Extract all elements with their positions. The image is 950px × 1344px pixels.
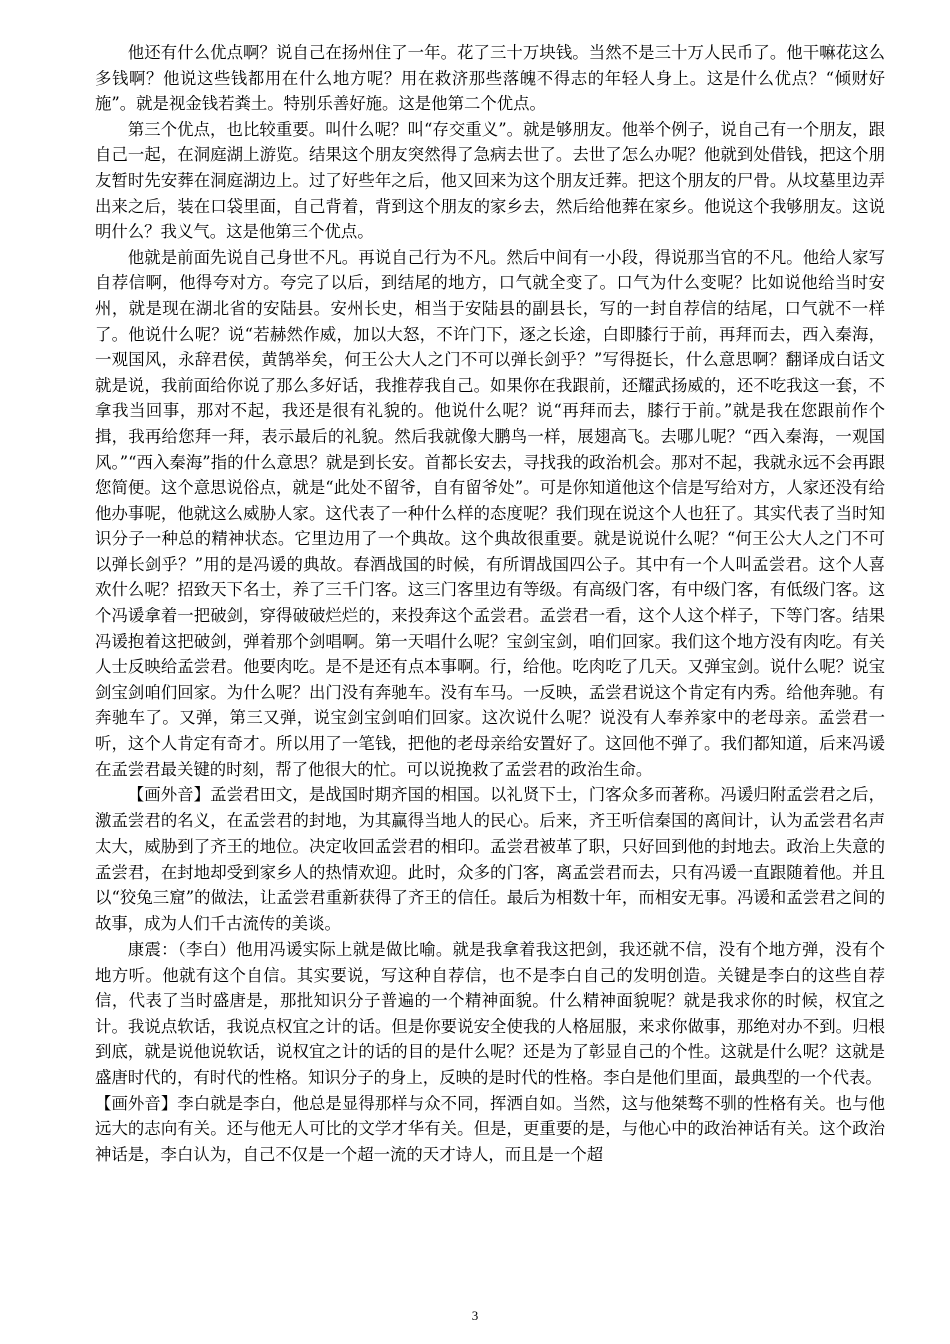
paragraph-1: 他还有什么优点啊？说自己在扬州住了一年。花了三十万块钱。当然不是三十万人民币了。他干嘛花这么多钱啊？他说这些钱都用在什么地方呢？用在救济那些落魄不得志的年轻人身上。这是什么优点？“倾财好施”。就是视金钱若粪土。特别乐善好施。这是他第二个优点。	[95, 43, 885, 114]
paragraph-2: 第三个优点，也比较重要。叫什么呢？叫“存交重义”。就是够朋友。他举个例子，说自己有一个朋友，跟自己一起，在洞庭湖上游览。结果这个朋友突然得了急病去世了。去世了怎么办呢？他就到处借钱，把这个朋友暂时先安葬在洞庭湖边上。过了好些年之后，他又回来为这个朋友迁葬。把这个朋友的尸骨。从坟墓里边弄出来之后，装在口袋里面，自己背着，背到这个朋友的家乡去，然后给他葬在家乡。他说这个我够朋友。这说明什么？我义气。这是他第三个优点。	[95, 119, 885, 242]
page-number: 3	[471, 1308, 479, 1323]
narration-paragraph-1: 【画外音】孟尝君田文，是战国时期齐国的相国。以礼贤下士，门客众多而著称。冯谖归附孟尝君之后，激孟尝君的名义，在孟尝君的封地，为其赢得当地人的民心。后来，齐王听信秦国的离间计，认为孟尝君名声太大，威胁到了齐王的地位。决定收回孟尝君的相印。孟尝君被革了职，只好回到他的封地去。政治上失意的孟尝君，在封地却受到家乡人的热情欢迎。此时，众多的门客，离孟尝君而去，只有冯谖一直跟随着他。并且以“狡兔三窟”的做法，让孟尝君重新获得了齐王的信任。最后为相数十年，而相安无事。冯谖和孟尝君之间的故事，成为人们千古流传的美谈。	[95, 785, 885, 934]
paragraph-kang-zhen: 康震：（李白）他用冯谖实际上就是做比喻。就是我拿着我这把剑，我还就不信，没有个地方弹，没有个地方听。他就有这个自信。其实要说，写这种自荐信，也不是李白自己的发明创造。关键是李白的这些自荐信，代表了当时盛唐是，那批知识分子普遍的一个精神面貌。什么精神面貌呢？就是我求你的时候，权宜之计。我说点软话，我说点权宜之计的话。但是你要说安全使我的人格屈服，来求你做事，那绝对办不到。归根到底，就是说他说软话，说权宜之计的话的目的是什么呢？还是为了彰显自己的个性。这就是什么呢？这就是盛唐时代的，有时代的性格。知识分子的身上，反映的是时代的性格。李白是他们里面，最典型的一个代表。	[95, 940, 885, 1087]
narration-paragraph-2: 【画外音】李白就是李白，他总是显得那样与众不同，挥洒自如。当然，这与他桀骜不驯的性格有关。也与他远大的志向有关。还与他无人可比的文学才华有关。但是，更重要的是，与他心中的政治神话有关。这个政治神话是，李白认为，自己不仅是一个超一流的天才诗人，而且是一个超	[95, 1093, 885, 1165]
paragraph-3: 他就是前面先说自己身世不凡。再说自己行为不凡。然后中间有一小段，得说那当官的不凡。他给人家写自荐信啊，他得夸对方。夸完了以后，到结尾的地方，口气就全变了。口气为什么变呢？比如说他给当时安州，就是现在湖北省的安陆县。安州长史，相当于安陆县的副县长，写的一封自荐信的结尾，口气就不一样了。他说什么呢？说“若赫然作威，加以大怒，不许门下，逐之长途，白即膝行于前，再拜而去，西入秦海，一观国风，永辞君侯，黄鹄举矣，何王公大人之门不可以弹长剑乎？”写得挺长，什么意思啊？翻译成白话文就是说，我前面给你说了那么多好话，我推荐我自己。如果你在我跟前，还耀武扬威的，还不吃我这一套，不拿我当回事，那对不起，我还是很有礼貌的。他说什么呢？说“再拜而去，膝行于前。”就是我在您跟前作个揖，我再给您拜一拜，表示最后的礼貌。然后我就像大鹏鸟一样，展翅高飞。去哪儿呢？“西入秦海，一观国风。”“西入秦海”指的什么意思？就是到长安。首都长安去，寻找我的政治机会。那对不起，我就永远不会再跟您简便。这个意思说俗点，就是“此处不留爷，自有留爷处”。可是你知道他这个信是写给对方，人家还没有给他办事呢，他就这么威胁人家。这代表了一种什么样的态度呢？我们现在说这个人也狂了。其实代表了当时知识分子一种总的精神状态。它里边用了一个典故。这个典故很重要。就是说说什么呢？“何王公大人之门不可以弹长剑乎？”用的是冯谖的典故。春酒战国的时候，有所谓战国四公子。其中有一个人叫孟尝君。这个人喜欢什么呢？招致天下名士，养了三千门客。这三门客里边有等级。有高级门客，有中级门客，有低级门客。这个冯谖拿着一把破剑，穿得破破烂烂的，来投奔这个孟尝君。孟尝君一看，这个人这个样子，下等门客。结果冯谖抱着这把破剑，弹着那个剑唱啊。第一天唱什么呢？宝剑宝剑，咱们回家。我们这个地方没有肉吃。有关人士反映给孟尝君。他要肉吃。是不是还有点本事啊。行，给他。吃肉吃了几天。又弹宝剑。说什么呢？说宝剑宝剑咱们回家。为什么呢？出门没有奔驰车。没有车马。一反映，孟尝君说这个肯定有内秀。给他奔驰。有奔驰车了。又弹，第三又弹，说宝剑宝剑咱们回家。这次说什么呢？说没有人奉养家中的老母亲。孟尝君一听，这个人肯定有奇才。所以用了一笔钱，把他的老母亲给安置好了。这回他不弹了。我们都知道，后来冯谖在孟尝君最关键的时刻，帮了他很大的忙。可以说挽救了孟尝君的政治生命。	[95, 247, 885, 779]
document-page	[95, 40, 885, 1168]
